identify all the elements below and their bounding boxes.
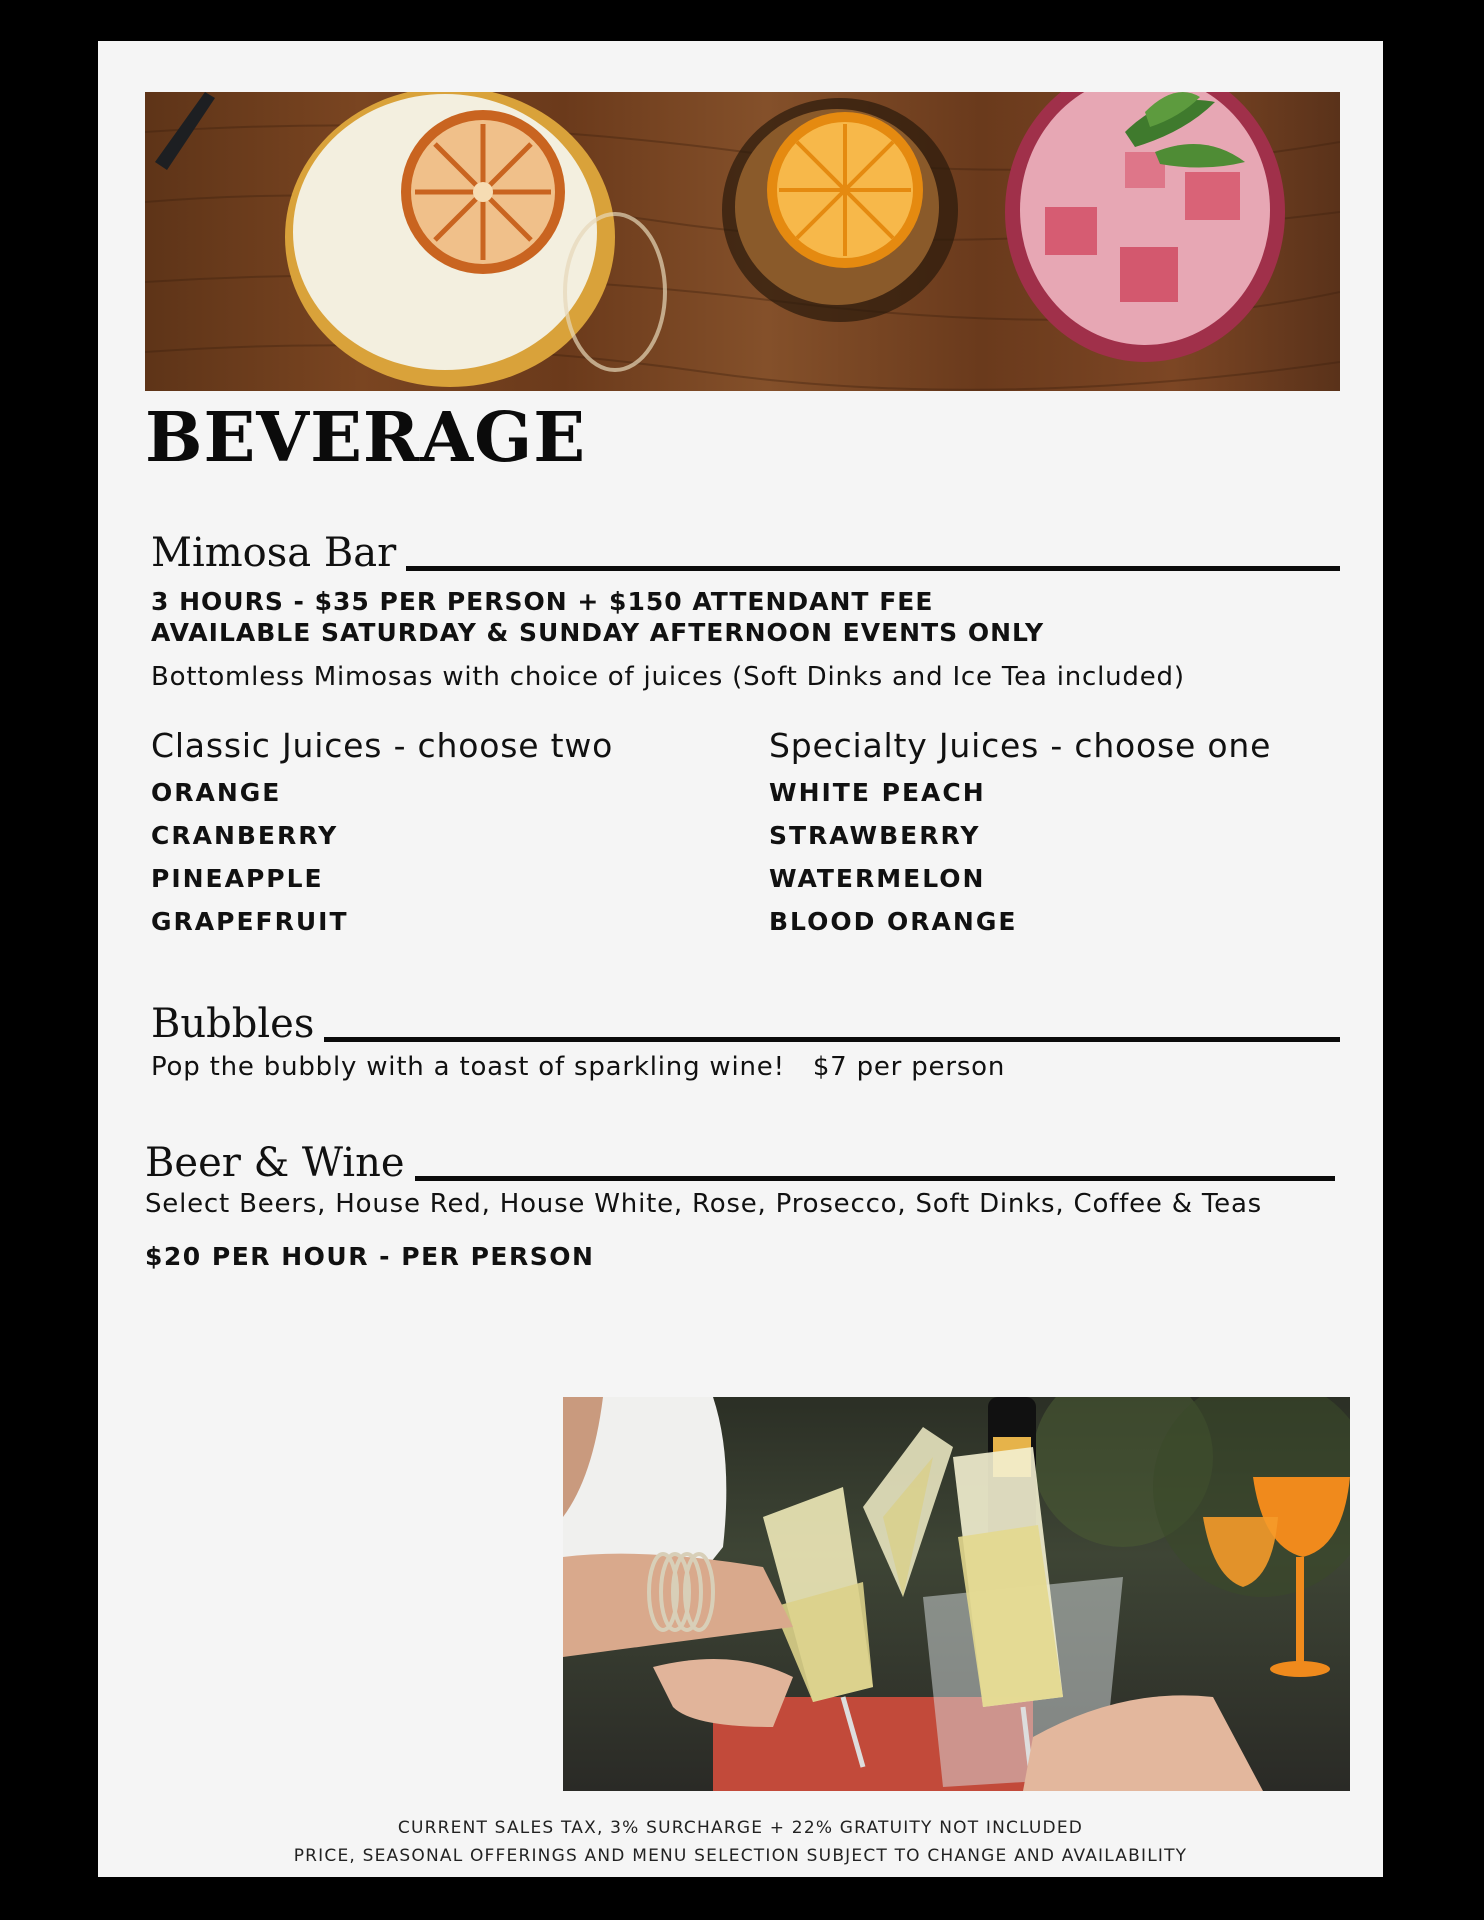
mimosa-availability-line: AVAILABLE SATURDAY & SUNDAY AFTERNOON EVENTS ONLY [151, 618, 1045, 647]
list-item: WATERMELON [769, 864, 986, 893]
menu-page [98, 41, 1383, 1877]
mimosa-bar-heading: Mimosa Bar [151, 530, 397, 576]
footer-disclaimer: PRICE, SEASONAL OFFERINGS AND MENU SELECTION SUBJECT TO CHANGE AND AVAILABILITY [293, 1846, 1188, 1866]
list-item: CRANBERRY [151, 821, 339, 850]
champagne-toast-photo [563, 1397, 1350, 1791]
section-divider [406, 566, 1340, 571]
list-item: STRAWBERRY [769, 821, 981, 850]
list-item: GRAPEFRUIT [151, 907, 349, 936]
bubbles-header [151, 996, 1340, 1048]
list-item: BLOOD ORANGE [769, 907, 1018, 936]
list-item: WHITE PEACH [769, 778, 986, 807]
mimosa-bar-header [151, 525, 1340, 577]
footer-tax-note: CURRENT SALES TAX, 3% SURCHARGE + 22% GRATUITY NOT INCLUDED [397, 1818, 1084, 1838]
specialty-juices-list [769, 771, 1017, 943]
section-divider [324, 1037, 1340, 1042]
bubbles-price: $7 per person [812, 1052, 1006, 1082]
beer-wine-description: Select Beers, House Red, House White, Rose, Prosecco, Soft Dinks, Coffee & Teas [145, 1189, 1263, 1219]
bubbles-description [151, 1052, 1005, 1082]
beer-wine-heading: Beer & Wine [145, 1140, 405, 1186]
list-item: PINEAPPLE [151, 864, 324, 893]
beer-wine-price: $20 PER HOUR - PER PERSON [145, 1242, 595, 1271]
mimosa-description: Bottomless Mimosas with choice of juices (Soft Dinks and Ice Tea included) [151, 662, 1185, 692]
page-title: BEVERAGE [145, 398, 587, 478]
specialty-juices-title: Specialty Juices - choose one [769, 726, 1272, 765]
list-item: ORANGE [151, 778, 282, 807]
cocktails-photo [145, 92, 1340, 391]
section-divider [415, 1176, 1335, 1181]
mimosa-pricing-line: 3 HOURS - $35 PER PERSON + $150 ATTENDANT FEE [151, 587, 934, 616]
classic-juices-title: Classic Juices - choose two [151, 726, 614, 765]
bubbles-heading: Bubbles [151, 1001, 315, 1047]
beer-wine-header [145, 1135, 1335, 1187]
bubbles-text: Pop the bubbly with a toast of sparkling wine! [151, 1052, 785, 1082]
classic-juices-list [151, 771, 349, 943]
